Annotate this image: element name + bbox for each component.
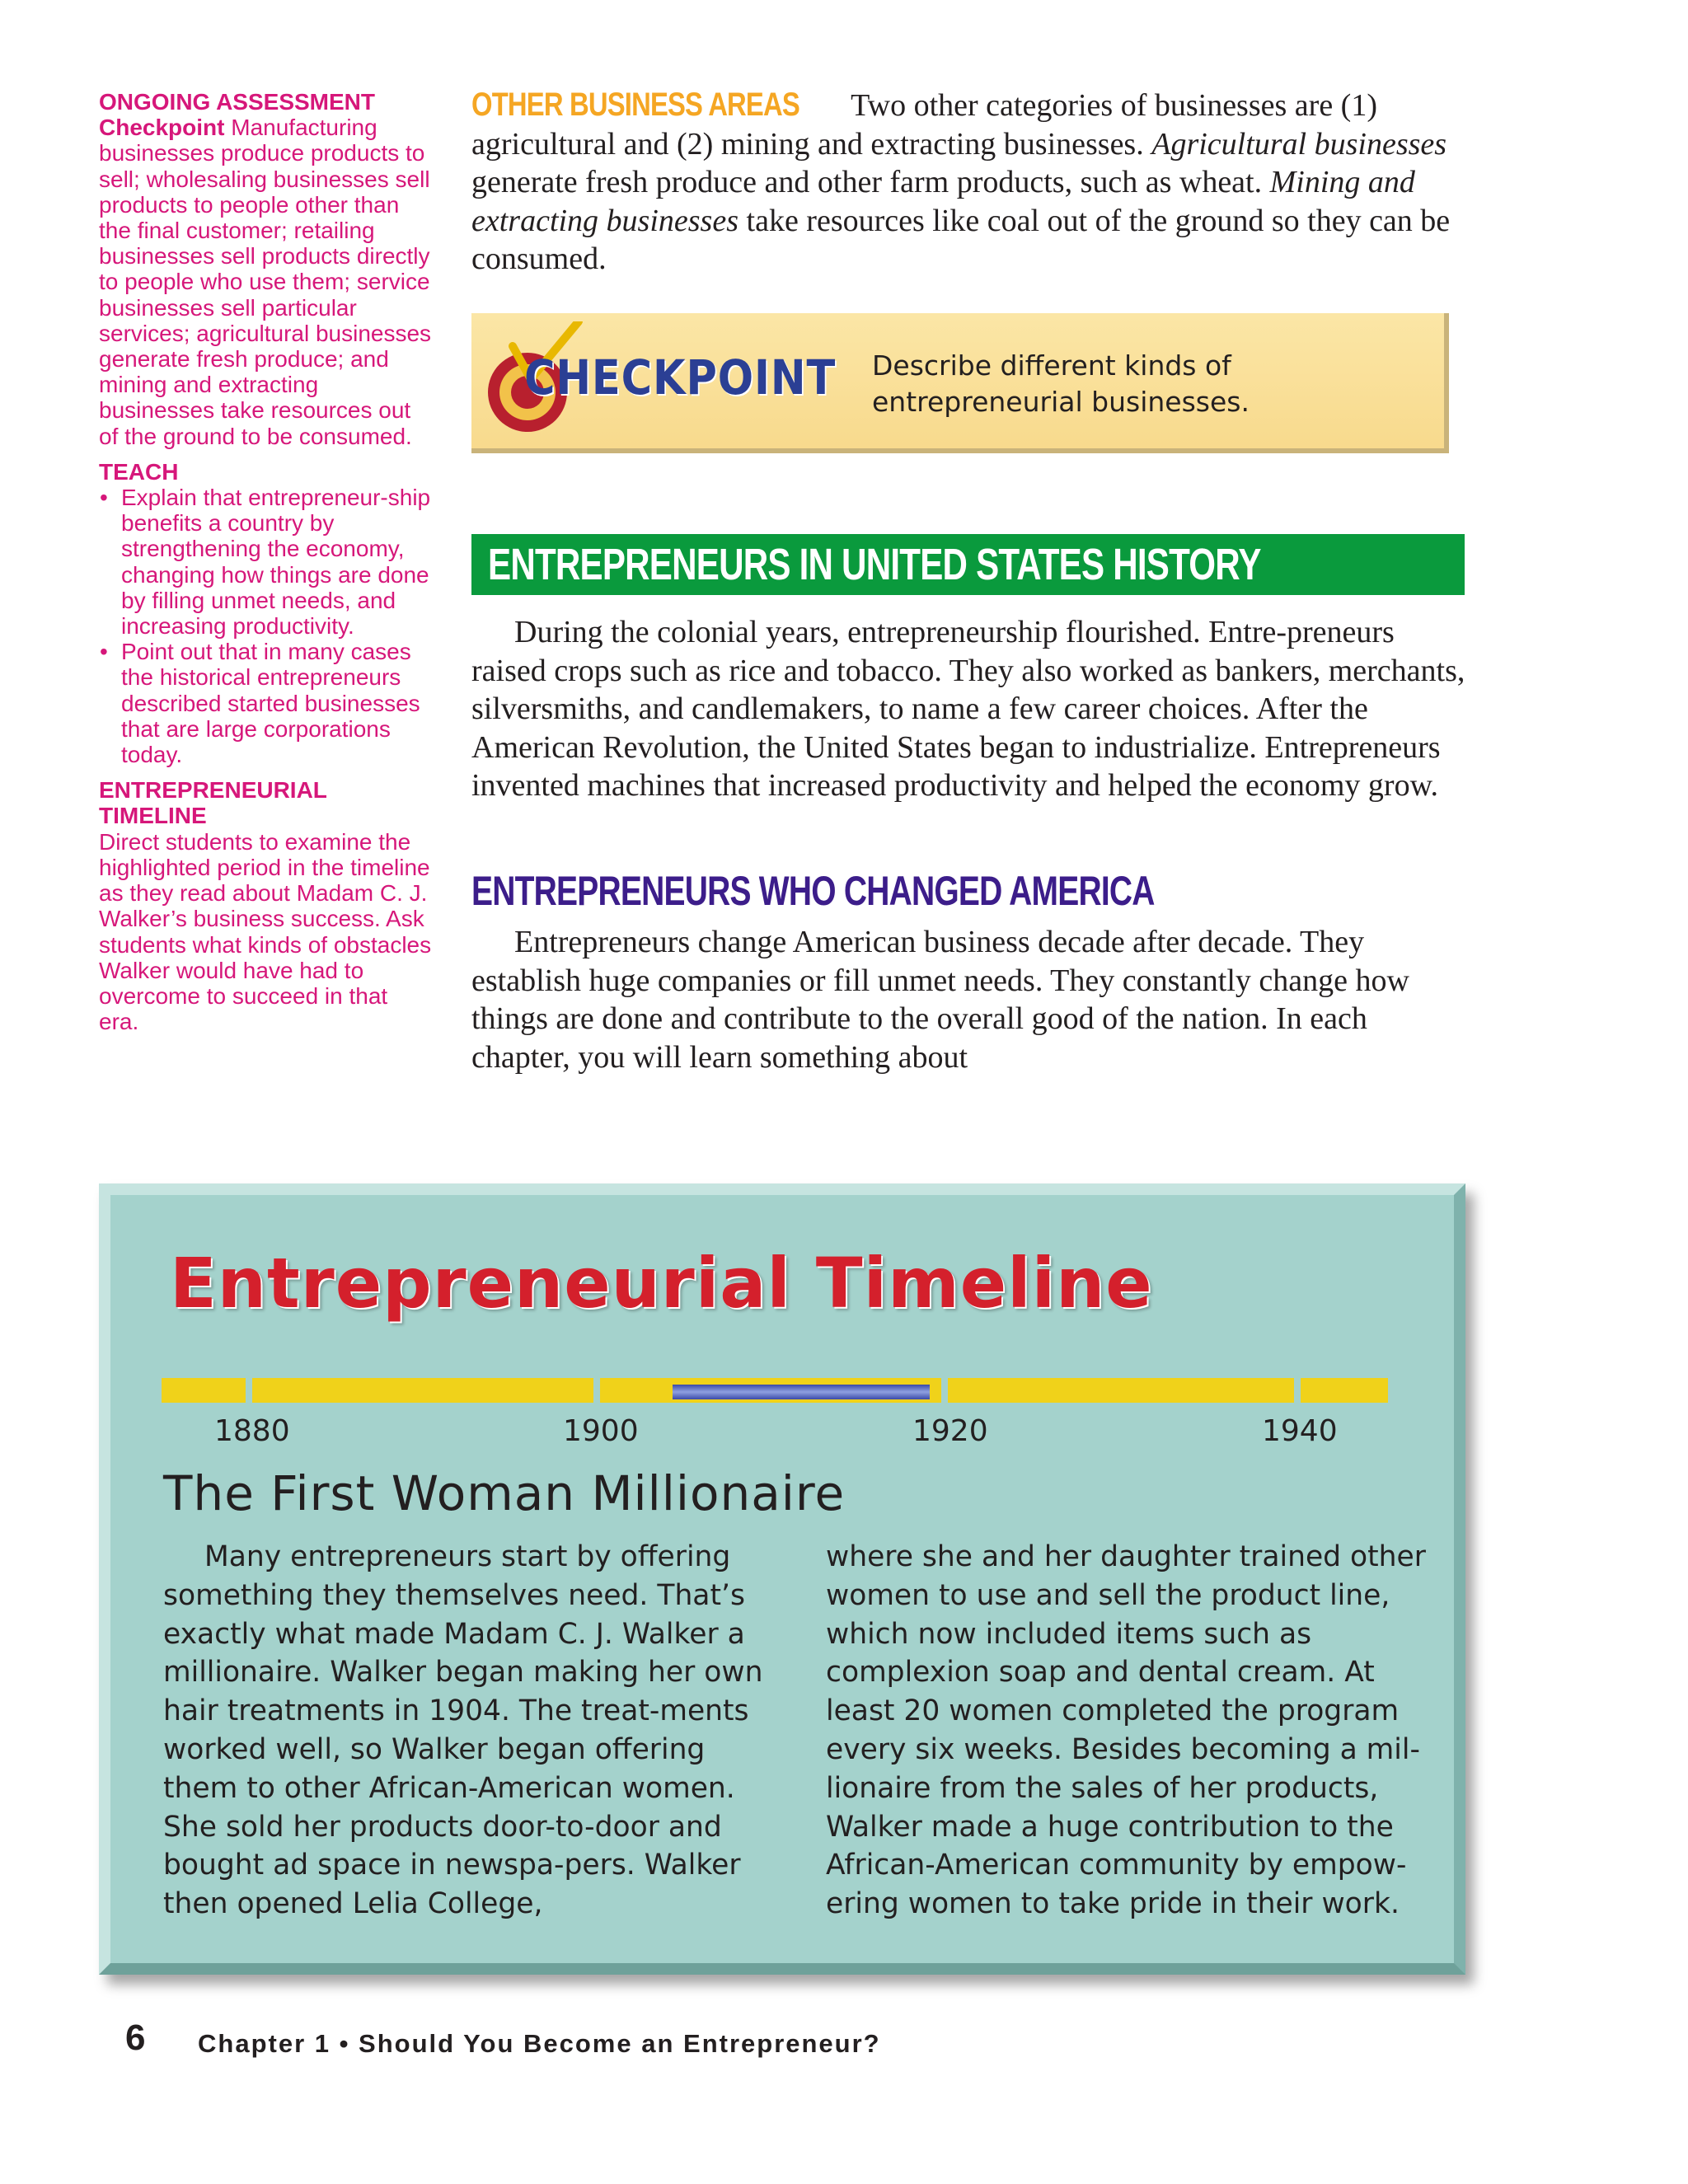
timeline-segment [252, 1378, 593, 1403]
other-business-areas [471, 86, 1469, 279]
timeline-column-right [826, 1538, 1436, 1924]
timeline-year-label: 1900 [563, 1414, 639, 1448]
teach-item: • Point out that in many cases the historical entrepreneurs described started businesses that are large corporations today. [99, 639, 433, 767]
timeline-segment [1301, 1378, 1388, 1403]
teach-item: • Explain that entrepreneur-ship benefits a country by strengthening the economy, changing how things are done by filling unmet needs, and increasing productivity. [99, 485, 433, 639]
timeline-title: Entrepreneurial Timeline [170, 1243, 1153, 1324]
ongoing-assessment-block [99, 89, 433, 449]
history-section [471, 613, 1469, 805]
assessment-heading: ONGOING ASSESSMENT [99, 89, 376, 115]
assessment-label: Checkpoint [99, 115, 225, 141]
timeline-subtitle: The First Woman Millionaire [163, 1465, 846, 1521]
timeline-text-left: Many entrepreneurs start by offering something they themselves need. That’s exactly what made Madam C. J. Walker a millionaire. Walker began making her own hair treatments in 1904. The treat-ments worked well, so Walker began offering them to other African-American women. She sold her products door-to-door and bought ad space in newspa-pers. Walker then opened Lelia College, [163, 1540, 763, 1921]
subsection-heading: ENTREPRENEURS WHO CHANGED AMERICA [471, 868, 1155, 914]
teach-list [99, 485, 433, 767]
teach-heading: TEACH [99, 458, 179, 485]
changed-america-paragraph: Entrepreneurs change American business decade after decade. They establish huge companies or fill unmet needs. They constantly change how things are done and contribute to the overall good of the nation. In each chapter, you will learn something about [471, 925, 1409, 1075]
timeline-highlight-period [673, 1385, 930, 1399]
other-business-heading: OTHER BUSINESS AREAS [471, 87, 799, 123]
timeline-note-block [99, 777, 433, 1034]
changed-america-section [471, 923, 1469, 1076]
timeline-note-heading: ENTREPRENEURIAL TIMELINE [99, 777, 327, 829]
assessment-text: Manufacturing businesses produce products to sell; wholesaling businesses sell products to people other than the final customer; retailing businesses sell products directly to people who use them; service businesses sell particular services; agricultural businesses generate fresh produce; and mining and extracting businesses take resources out of the ground to be consumed. [99, 115, 432, 449]
other-business-paragraph [471, 86, 1469, 279]
timeline-year-label: 1880 [214, 1414, 290, 1448]
checkpoint-box [471, 313, 1449, 453]
checkpoint-logo-text: CHECKPOINT [524, 349, 837, 405]
checkpoint-prompt: Describe different kinds of entrepreneurial businesses. [872, 349, 1250, 418]
other-business-text-1: Two other categories of businesses are (1) agricultural and (2) mining and extracting businesses. [471, 88, 1377, 162]
timeline-segment [162, 1378, 246, 1403]
timeline-segment [948, 1378, 1294, 1403]
timeline-note-text: Direct students to examine the highlighted period in the timeline as they read about Madam C. J. Walker’s business success. Ask students what kinds of obstacles Walker would have had to overcome to succeed in that era. [99, 828, 432, 1035]
agricultural-term: Agricultural businesses [1151, 126, 1447, 162]
teacher-sidebar [99, 89, 433, 1044]
timeline-text-right: where she and her daughter trained other women to use and sell the product line, which now included items such as complexion soap and dental cream. At least 20 women completed the program every six weeks. Besides becoming a mil-lionaire from the sales of her products, Walker made a huge contribution to the African-American community by empow-ering women to take pride in their work. [826, 1540, 1426, 1921]
timeline-year-label: 1920 [912, 1414, 988, 1448]
running-footer: Chapter 1 • Should You Become an Entrepreneur? [198, 2029, 881, 2058]
mining-term: Mining and extracting businesses [471, 165, 1415, 238]
section-heading-bar [471, 534, 1465, 595]
other-business-text-3: take resources like coal out of the ground so they can be consumed. [471, 203, 1451, 277]
other-business-text-2: generate fresh produce and other farm products, such as wheat. [471, 165, 1263, 200]
page-number: 6 [125, 2018, 146, 2058]
history-paragraph: During the colonial years, entrepreneurship flourished. Entre-preneurs raised crops such as rice and tobacco. They also worked as bankers, merchants, silversmiths, and candlemakers, to name a few career choices. After the American Revolution, the United States began to industrialize. Entrepreneurs invented machines that increased productivity and helped the economy grow. [471, 615, 1465, 804]
timeline-bar [162, 1378, 1388, 1403]
timeline-feature-box [99, 1183, 1465, 1975]
teach-block [99, 459, 433, 767]
timeline-column-left [163, 1538, 773, 1924]
section-title: ENTREPRENEURS IN UNITED STATES HISTORY [488, 540, 1261, 589]
timeline-year-label: 1940 [1262, 1414, 1338, 1448]
